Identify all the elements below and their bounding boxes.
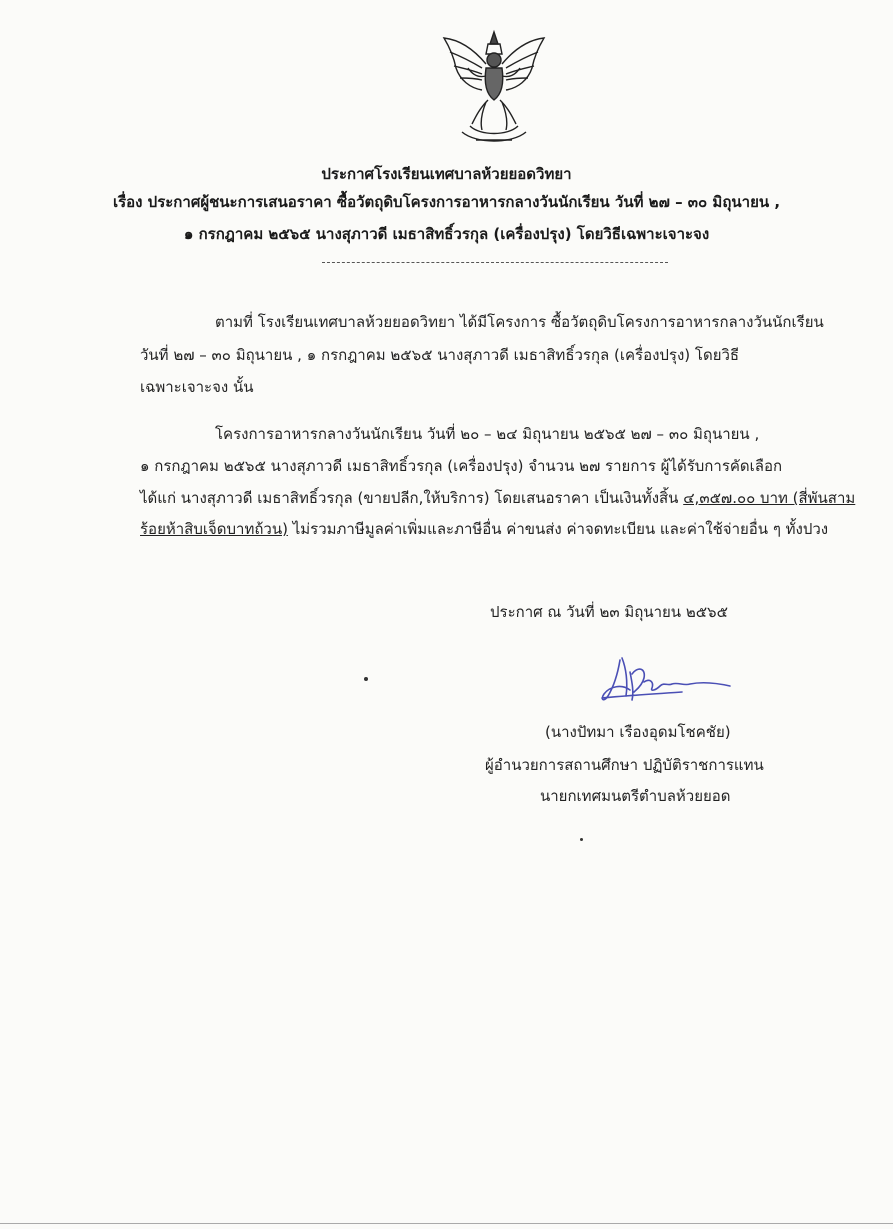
document-subject-line-1: เรื่อง ประกาศผู้ชนะการเสนอราคา ซื้อวัตถุดิบโครงการอาหารกลางวันนักเรียน วันที่ ๒๗ – ๓๐ มิถุนายน ,: [112, 193, 781, 211]
scan-bottom-edge: [0, 1223, 893, 1224]
handwritten-signature: [592, 652, 742, 716]
paragraph-2-line-1: โครงการอาหารกลางวันนักเรียน วันที่ ๒๐ – ๒๔ มิถุนายน ๒๕๖๕ ๒๗ – ๓๐ มิถุนายน ,: [215, 425, 760, 443]
price-amount-words: ร้อยห้าสิบเจ็ดบาทถ้วน): [140, 520, 288, 538]
price-amount: ๔,๓๕๗.๐๐ บาท (สี่พันสาม: [683, 489, 856, 507]
paragraph-1-line-2: วันที่ ๒๗ – ๓๐ มิถุนายน , ๑ กรกฎาคม ๒๕๖๕ นางสุภาวดี เมธาสิทธิ์วรกุล (เครื่องปรุง) โดยวิธี: [140, 346, 740, 364]
paragraph-1-line-3: เฉพาะเจาะจง นั้น: [140, 378, 254, 396]
signatory-position-2: นายกเทศมนตรีตำบลห้วยยอด: [540, 787, 731, 805]
document-subject-line-2: ๑ กรกฎาคม ๒๕๖๕ นางสุภาวดี เมธาสิทธิ์วรกุล (เครื่องปรุง) โดยวิธีเฉพาะเจาะจง: [183, 225, 710, 243]
garuda-emblem-icon: [436, 28, 552, 148]
line-4-suffix: ไม่รวมภาษีมูลค่าเพิ่มและภาษีอื่น ค่าขนส่ง ค่าจดทะเบียน และค่าใช้จ่ายอื่น ๆ ทั้งปวง: [287, 520, 829, 538]
paragraph-2-line-3: [140, 486, 855, 510]
paragraph-2-line-4: [140, 517, 828, 541]
announcement-date: ประกาศ ณ วันที่ ๒๓ มิถุนายน ๒๕๖๕: [490, 603, 728, 621]
line-3-prefix: ได้แก่ นางสุภาวดี เมธาสิทธิ์วรกุล (ขายปลีก,ให้บริการ) โดยเสนอราคา เป็นเงินทั้งสิ้น: [140, 489, 684, 507]
document-title: ประกาศโรงเรียนเทศบาลห้วยยอดวิทยา: [321, 165, 572, 183]
signatory-position-1: ผู้อำนวยการสถานศึกษา ปฏิบัติราชการแทน: [485, 756, 764, 774]
header-divider: [322, 262, 668, 263]
paragraph-1-line-1: ตามที่ โรงเรียนเทศบาลห้วยยอดวิทยา ได้มีโครงการ ซื้อวัตถุดิบโครงการอาหารกลางวันนักเรียน: [215, 313, 824, 331]
signatory-name: (นางปัทมา เรืองอุดมโชคชัย): [545, 723, 731, 741]
scan-speck: [364, 677, 368, 681]
paragraph-2-line-2: ๑ กรกฎาคม ๒๕๖๕ นางสุภาวดี เมธาสิทธิ์วรกุล (เครื่องปรุง) จำนวน ๒๗ รายการ ผู้ได้รับการคัดเลือก: [140, 457, 783, 475]
scan-speck: [580, 838, 583, 841]
